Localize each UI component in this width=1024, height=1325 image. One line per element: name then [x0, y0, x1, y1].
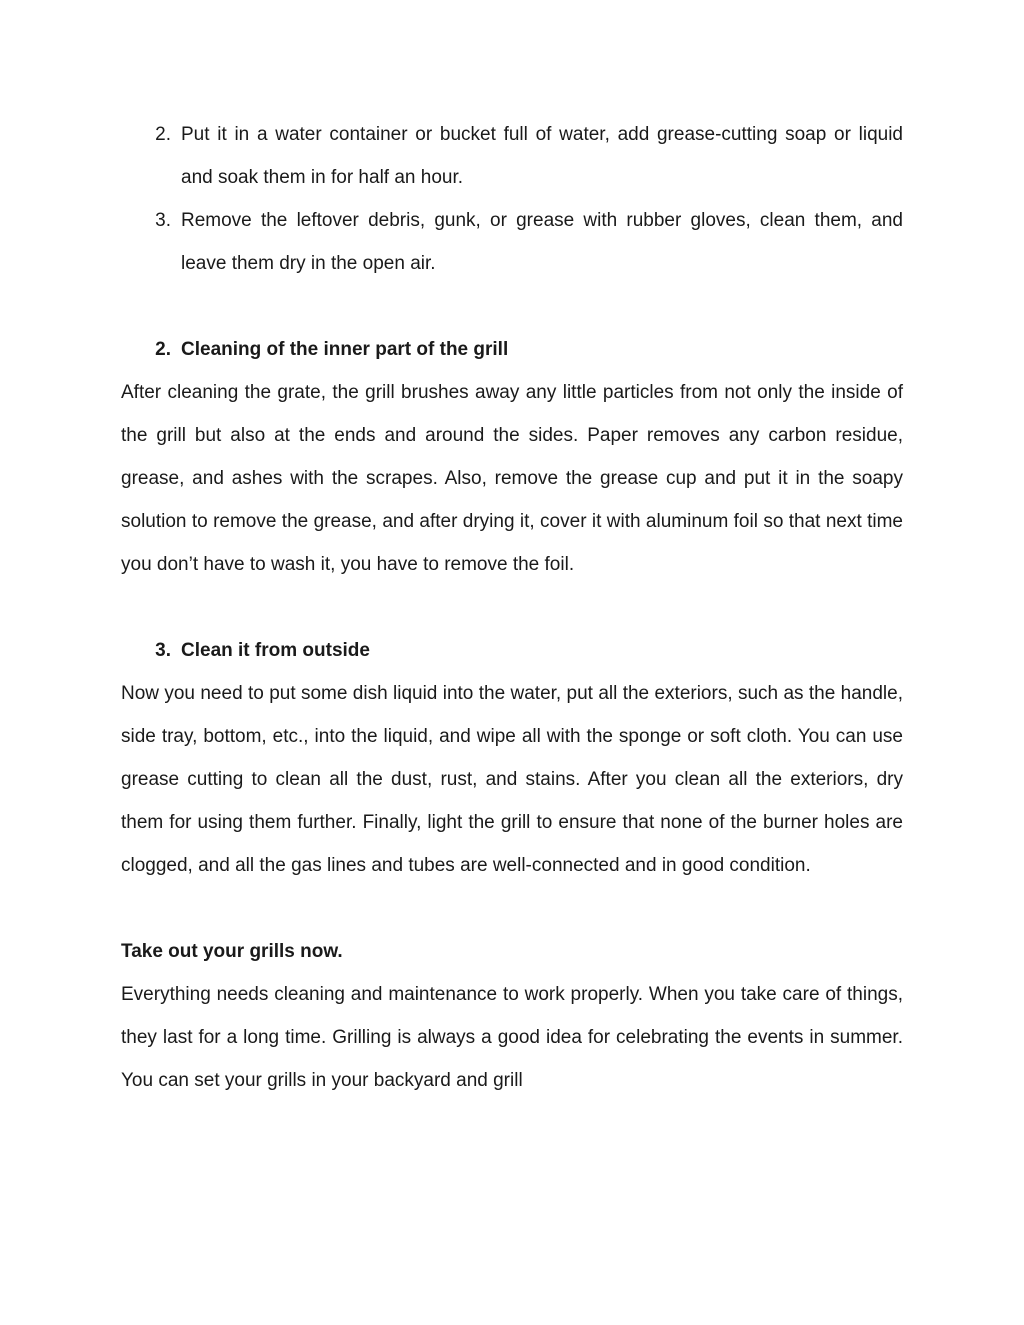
- closing-heading: Take out your grills now.: [121, 941, 343, 962]
- list-item-text: Remove the leftover debris, gunk, or grease with rubber gloves, clean them, and leave them dry in the open air.: [181, 210, 903, 274]
- section-number: 3.: [155, 640, 171, 661]
- section-heading-text: Cleaning of the inner part of the grill: [181, 339, 509, 360]
- section-heading-outside-cleaning: [121, 629, 903, 672]
- section-body-outside-cleaning: Now you need to put some dish liquid into the water, put all the exteriors, such as the handle, side tray, bottom, etc., into the liquid, and wipe all with the sponge or soft cloth. You can use grease cutting to clean all the dust, rust, and stains. After you clean all the exteriors, dry them for using them further. Finally, light the grill to ensure that none of the burner holes are clogged, and all the gas lines and tubes are well-connected and in good condition.: [121, 683, 903, 876]
- list-item-number: 2.: [155, 124, 171, 145]
- spacer: [121, 285, 903, 328]
- section-body-inner-cleaning: After cleaning the grate, the grill brushes away any little particles from not only the inside of the grill but also at the ends and around the sides. Paper removes any carbon residue, grease, and ashes with the scrapes. Also, remove the grease cup and put it in the soapy solution to remove the grease, and after drying it, cover it with aluminum foil so that next time you don’t have to wash it, you have to remove the foil.: [121, 382, 903, 575]
- list-item-number: 3.: [155, 210, 171, 231]
- section-number: 2.: [155, 339, 171, 360]
- list-item: [121, 113, 903, 199]
- list-item: [121, 199, 903, 285]
- list-item-text: Put it in a water container or bucket full of water, add grease-cutting soap or liquid and soak them in for half an hour.: [181, 124, 903, 188]
- spacer: [121, 887, 903, 930]
- section-heading-text: Clean it from outside: [181, 640, 370, 661]
- spacer: [121, 586, 903, 629]
- cleaning-steps-list: [121, 113, 903, 285]
- document-page: [121, 113, 903, 1102]
- closing-body: Everything needs cleaning and maintenance to work properly. When you take care of things, they last for a long time. Grilling is always a good idea for celebrating the events in summer. You can set your grills in your backyard and grill: [121, 984, 903, 1091]
- section-heading-inner-cleaning: [121, 328, 903, 371]
